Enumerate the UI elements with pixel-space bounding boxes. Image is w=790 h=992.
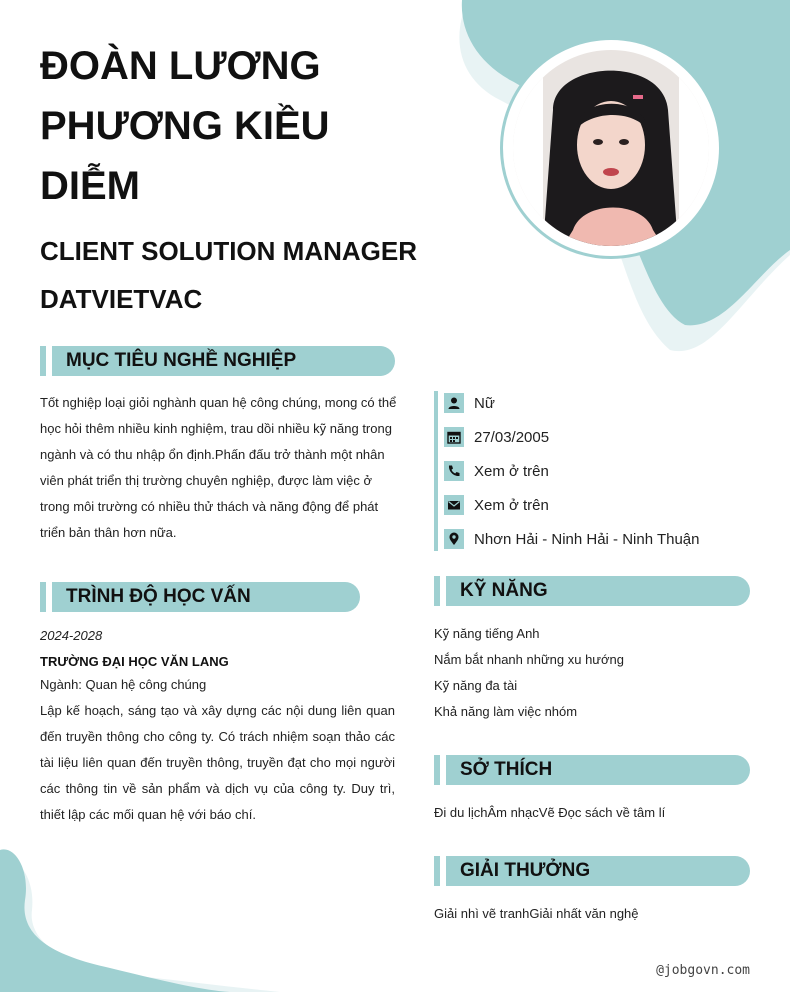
objective-line: trong môi trường có nhiều thử thách và năng động để phát	[40, 499, 379, 514]
skill-item: Khả năng làm việc nhóm	[434, 704, 578, 719]
objective-line: học hỏi thêm nhiều kinh nghiệm, trau dồi nhiều kỹ năng trong	[40, 421, 392, 436]
name-line: DIỄM	[40, 164, 140, 208]
education-major: Ngành: Quan hệ công chúng	[40, 677, 207, 692]
name-line: PHƯƠNG KIỀU	[40, 104, 330, 148]
contact-accent-line	[434, 391, 438, 551]
contact-phone-text: Xem ở trên	[474, 462, 549, 480]
heading-accent-bar	[40, 346, 46, 376]
heading-accent-bar	[434, 856, 440, 886]
email-icon	[444, 495, 464, 515]
calendar-icon	[444, 427, 464, 447]
full-name	[40, 36, 420, 216]
heading-accent-bar	[434, 576, 440, 606]
education-heading-label: TRÌNH ĐỘ HỌC VẤN	[52, 582, 360, 612]
awards-heading-label: GIẢI THƯỞNG	[446, 856, 750, 886]
name-line: ĐOÀN LƯƠNG	[40, 44, 321, 88]
awards-text: Giải nhì vẽ tranhGiải nhất văn nghệ	[434, 906, 639, 921]
contact-gender	[444, 391, 764, 415]
skill-item: Nắm bắt nhanh những xu hướng	[434, 652, 624, 667]
watermark-text: @jobgovn.com	[656, 963, 750, 978]
contact-address	[444, 527, 764, 551]
profile-photo-frame	[500, 37, 722, 259]
contact-birthdate-text: 27/03/2005	[474, 428, 550, 446]
contact-email-text: Xem ở trên	[474, 496, 549, 514]
education-period: 2024-2028	[40, 628, 103, 643]
education-school: TRƯỜNG ĐẠI HỌC VĂN LANG	[40, 654, 229, 669]
profile-photo	[513, 50, 709, 246]
phone-icon	[444, 461, 464, 481]
location-icon	[444, 529, 464, 549]
objective-text	[40, 390, 400, 546]
contact-phone	[444, 459, 764, 483]
hobbies-heading	[434, 755, 750, 785]
objective-heading-label: MỤC TIÊU NGHỀ NGHIỆP	[52, 346, 395, 376]
objective-line: viên phát triển thị trường chuyên nghiệp, được làm việc ở	[40, 473, 373, 488]
skill-item: Kỹ năng tiếng Anh	[434, 626, 540, 641]
objective-line: Tốt nghiệp loại giỏi nghành quan hệ công chúng, mong có thể	[40, 395, 397, 410]
heading-accent-bar	[40, 582, 46, 612]
education-description: Lập kế hoạch, sáng tạo và xây dựng các nội dung liên quan đến truyền thông cho công ty. Có trách nhiệm soạn thảo các tài liệu liên quan đến truyền thông, truyền đạt cho mọi người các thông tin về sản phẩm và dịch vụ của công ty. Duy trì, thiết lập các mối quan hệ với báo chí.	[40, 703, 395, 822]
hobbies-text: Đi du lịchÂm nhạcVẽ Đọc sách về tâm lí	[434, 805, 666, 820]
contact-address-text: Nhơn Hải - Ninh Hải - Ninh Thuận	[474, 530, 700, 548]
contact-gender-text: Nữ	[474, 394, 495, 412]
bottom-decorative-blob	[0, 840, 280, 992]
skills-heading-label: KỸ NĂNG	[446, 576, 750, 606]
objective-line: triển bản thân hơn nữa.	[40, 525, 177, 540]
objective-line: ngành và có thu nhập ổn định.Phấn đấu trở thành một nhân	[40, 447, 385, 462]
job-title	[40, 227, 430, 323]
title-line: DATVIETVAC	[40, 284, 203, 314]
person-icon	[444, 393, 464, 413]
heading-accent-bar	[434, 755, 440, 785]
skill-item: Kỹ năng đa tài	[434, 678, 518, 693]
hobbies-heading-label: SỞ THÍCH	[446, 755, 750, 785]
contact-email	[444, 493, 764, 517]
contact-birthdate	[444, 425, 764, 449]
awards-heading	[434, 856, 750, 886]
objective-heading	[40, 346, 395, 376]
education-heading	[40, 582, 360, 612]
title-line: CLIENT SOLUTION MANAGER	[40, 236, 417, 266]
skills-heading	[434, 576, 750, 606]
